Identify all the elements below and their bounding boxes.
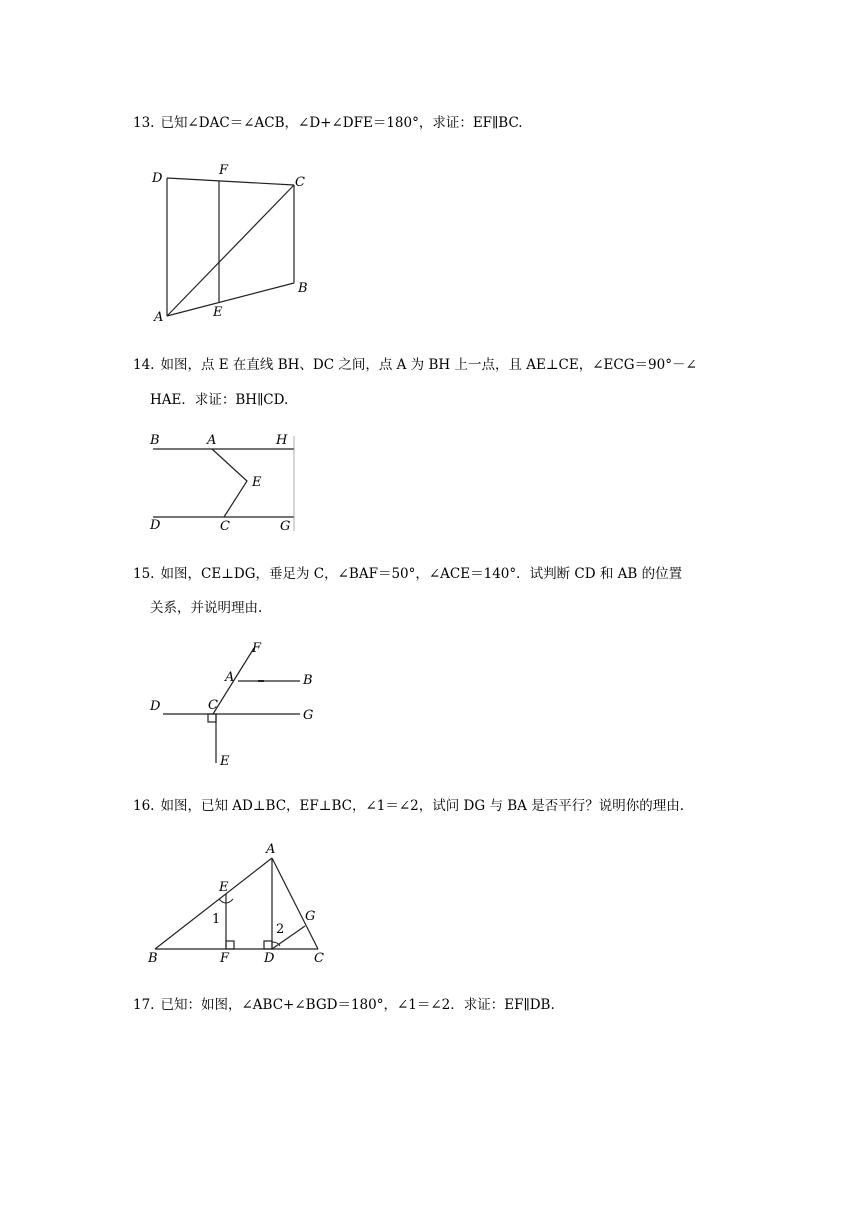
label-d: D bbox=[150, 699, 161, 714]
right-angle-mark bbox=[208, 714, 216, 722]
label-g: G bbox=[303, 708, 314, 723]
label-d: D bbox=[150, 518, 161, 533]
right-angle-f bbox=[226, 941, 234, 949]
label-b: B bbox=[150, 433, 160, 448]
question-text: 已知：如图，∠ABC+∠BGD＝180°，∠1＝∠2．求证：EF∥DB. bbox=[160, 997, 555, 1013]
question-number: 13. bbox=[133, 115, 155, 131]
question-15-line2: 关系，并说明理由. bbox=[150, 600, 263, 616]
question-number: 16. bbox=[133, 798, 155, 814]
label-1: 1 bbox=[212, 912, 221, 927]
question-16 bbox=[133, 795, 684, 817]
label-g: G bbox=[305, 909, 316, 924]
label-g: G bbox=[280, 519, 291, 534]
label-a: A bbox=[154, 310, 164, 325]
label-a: A bbox=[266, 842, 276, 857]
question-14-line2: HAE．求证：BH∥CD. bbox=[150, 392, 289, 408]
question-text: 如图，点 E 在直线 BH、DC 之间，点 A 为 BH 上一点，且 AE⊥CE，∠ECG＝90°－∠ bbox=[160, 357, 697, 373]
question-15 bbox=[133, 563, 682, 585]
question-text: 已知∠DAC＝∠ACB，∠D+∠DFE＝180°，求证：EF∥BC. bbox=[160, 115, 523, 131]
label-f: F bbox=[220, 951, 230, 966]
segment-dg bbox=[272, 926, 305, 949]
line-cf bbox=[213, 648, 254, 714]
label-2: 2 bbox=[276, 922, 285, 937]
right-angle-d bbox=[264, 941, 272, 949]
path-aec bbox=[212, 449, 247, 517]
angle-1-arc bbox=[219, 899, 233, 903]
label-b: B bbox=[298, 281, 308, 296]
question-17 bbox=[133, 994, 555, 1016]
question-text: 如图，已知 AD⊥BC，EF⊥BC，∠1＝∠2，试问 DG 与 BA 是否平行？说明你的理由. bbox=[160, 798, 684, 814]
label-e: E bbox=[213, 305, 223, 320]
label-c: C bbox=[208, 698, 218, 713]
question-14 bbox=[133, 354, 697, 376]
label-d: D bbox=[152, 171, 163, 186]
label-d: D bbox=[264, 951, 275, 966]
segment-dc bbox=[167, 178, 294, 185]
label-e: E bbox=[220, 754, 230, 769]
question-text: 如图，CE⊥DG，垂足为 C，∠BAF＝50°，∠ACE＝140°．试判断 CD 和 AB 的位置 bbox=[160, 566, 683, 582]
question-number: 14. bbox=[133, 357, 155, 373]
segment-ab bbox=[167, 283, 294, 316]
question-13 bbox=[133, 112, 523, 134]
question-number: 17. bbox=[133, 997, 155, 1013]
label-f: F bbox=[219, 163, 229, 178]
question-number: 15. bbox=[133, 566, 155, 582]
label-b: B bbox=[148, 951, 158, 966]
label-a: A bbox=[225, 670, 235, 685]
label-a: A bbox=[207, 433, 217, 448]
segment-ba bbox=[155, 858, 272, 949]
label-h: H bbox=[276, 433, 288, 448]
label-c: C bbox=[220, 519, 230, 534]
segment-ac bbox=[167, 185, 294, 316]
segment-ac bbox=[272, 858, 318, 949]
label-c: C bbox=[295, 175, 305, 190]
label-e: E bbox=[252, 475, 262, 490]
label-b: B bbox=[303, 673, 313, 688]
label-c: C bbox=[314, 951, 324, 966]
label-e: E bbox=[219, 880, 229, 895]
label-f: F bbox=[252, 641, 262, 656]
angle-2-arc bbox=[272, 942, 280, 946]
